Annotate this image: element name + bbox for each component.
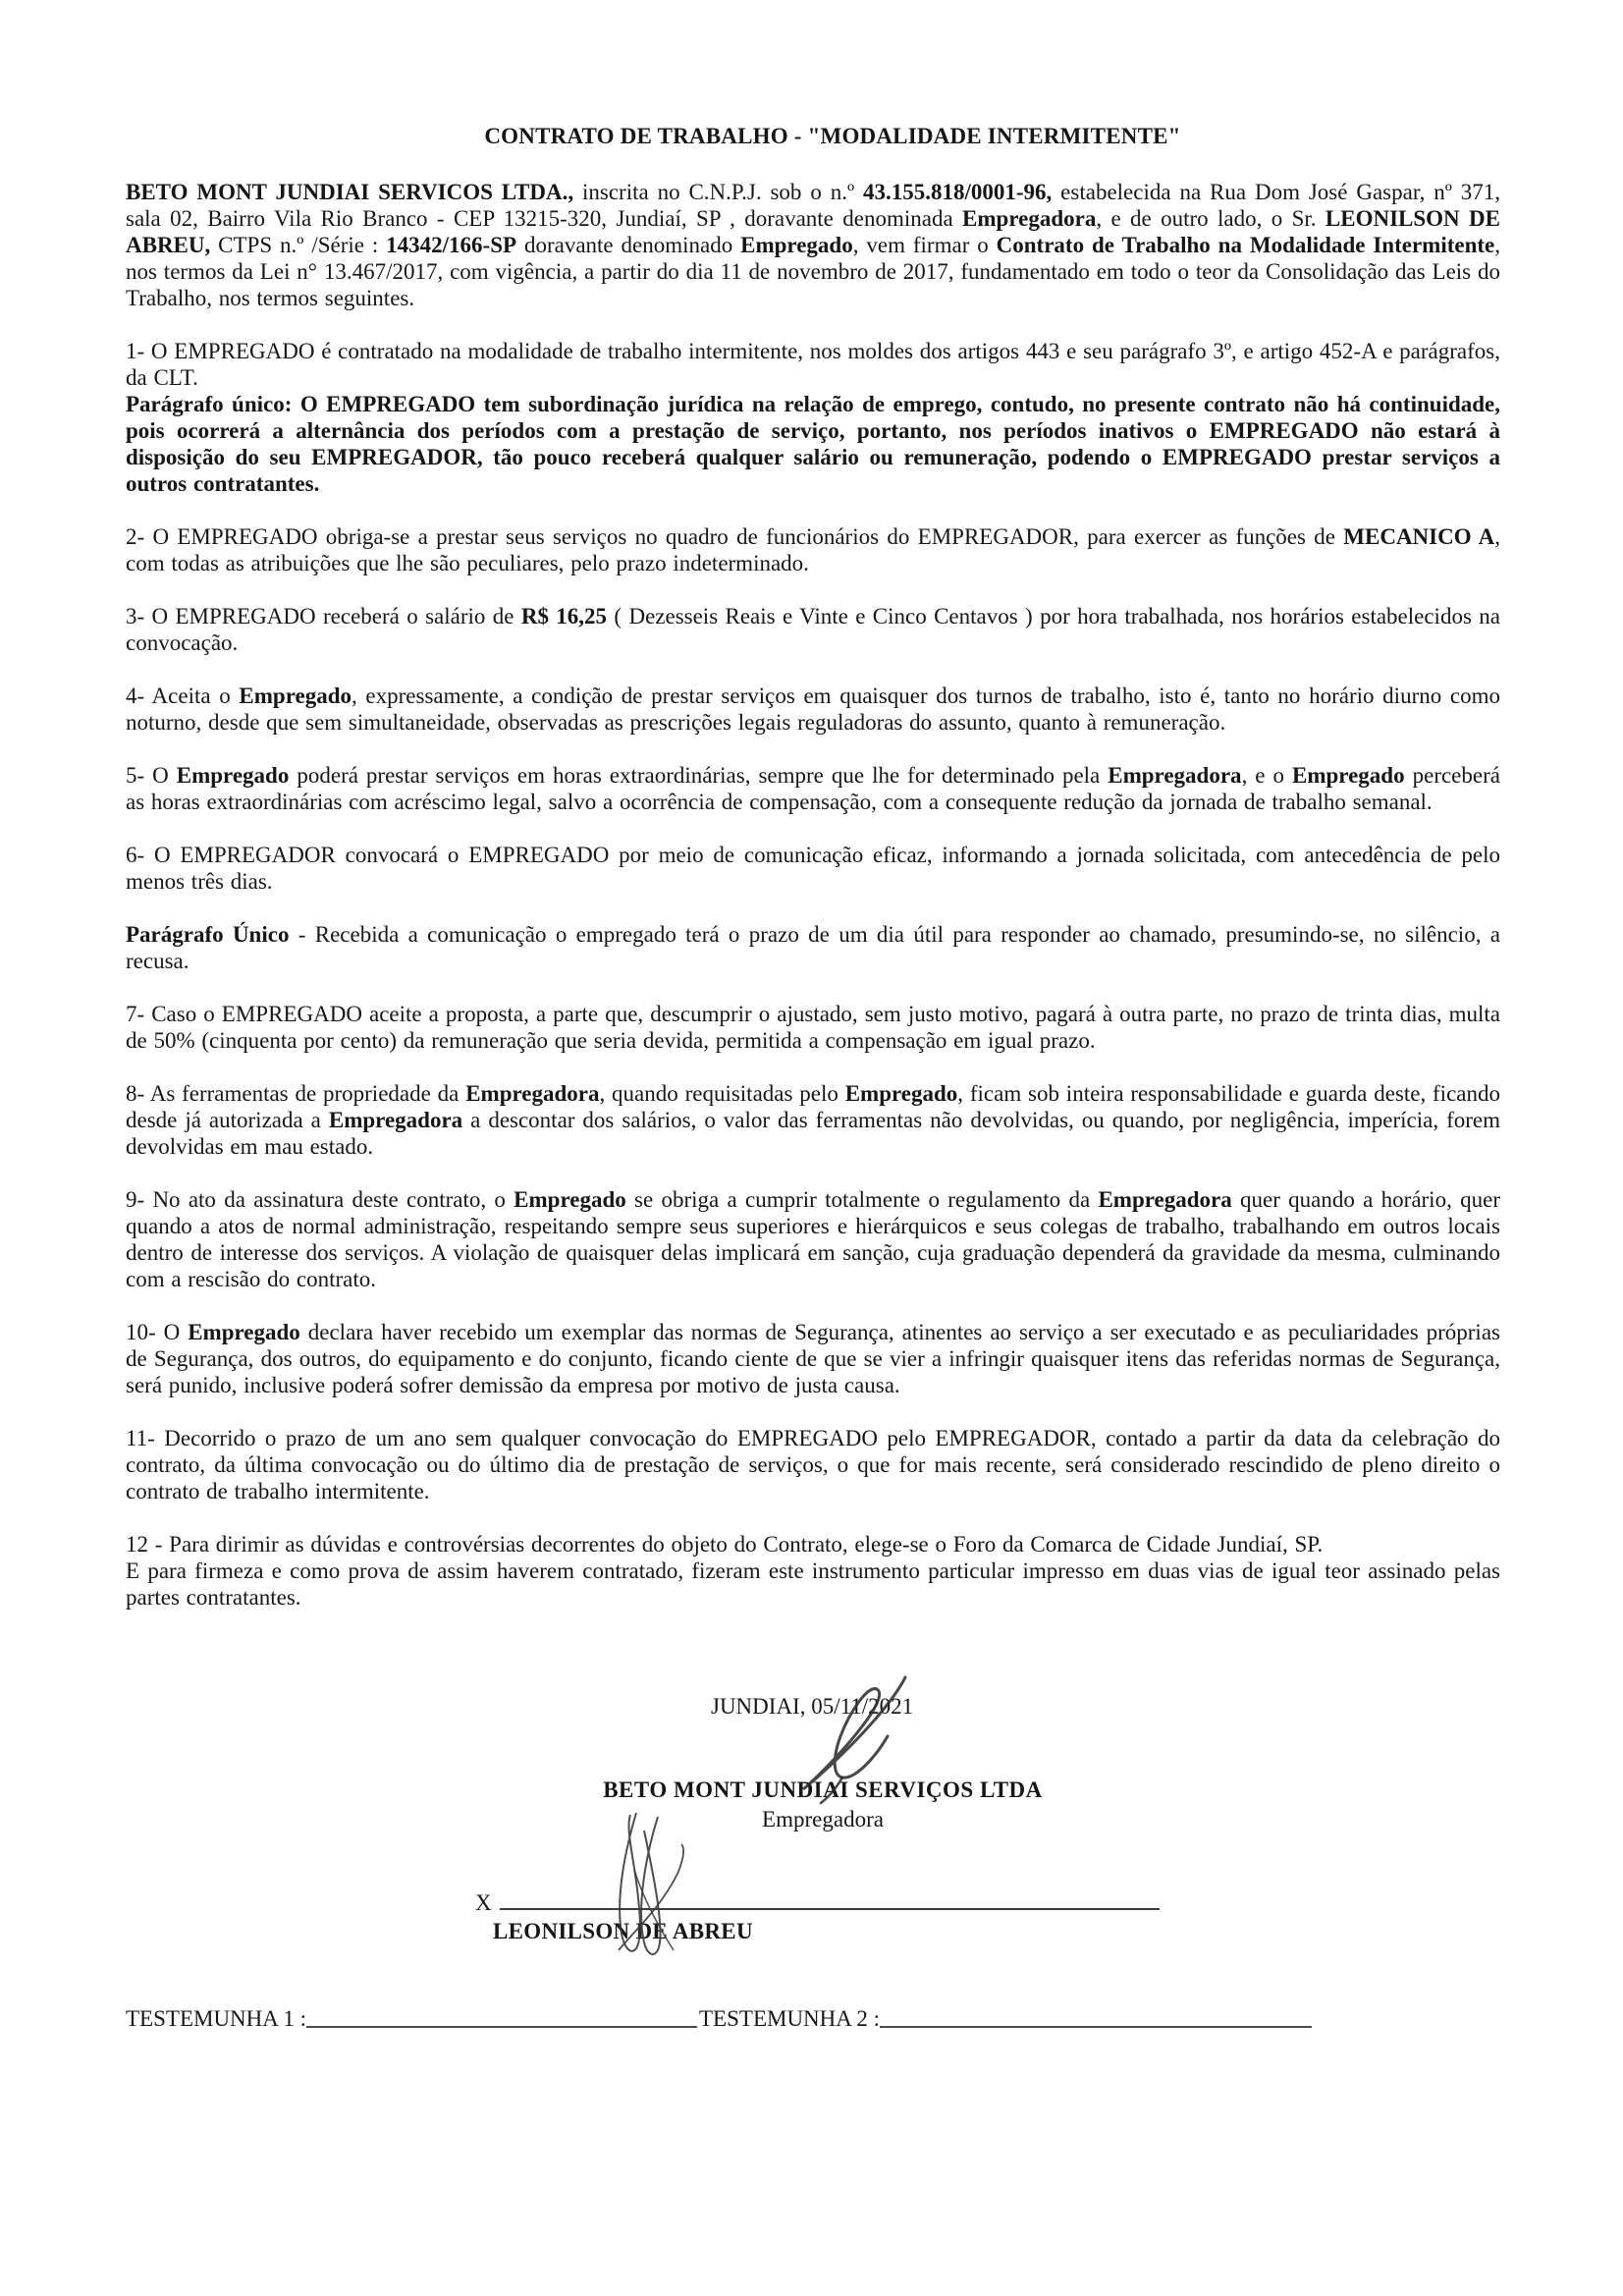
clause-10: 10- O Empregado declara haver recebido um exemplar das normas de Segurança, atinentes ao serviço a ser executado e as peculiaridades próprias de Segurança, dos outros, do equipamento e do conjunto, ficando ciente de que se vier a infringir quaisquer itens das referidas normas de Segurança, será punido, inclusive poderá sofrer demissão da empresa por motivo de justa causa. (126, 1320, 1500, 1397)
clause-7: 7- Caso o EMPREGADO aceite a proposta, a parte que, descumprir o ajustado, sem justo motivo, pagará à outra parte, no prazo de trinta dias, multa de 50% (cinquenta por cento) da remuneração que seria devida, permitida a compensação em igual prazo. (126, 1002, 1500, 1053)
employer-signature-block (577, 1777, 1068, 1832)
opening-paragraph: BETO MONT JUNDIAI SERVICOS LTDA., inscrita no C.N.P.J. sob o n.º 43.155.818/0001-96, estabelecida na Rua Dom José Gaspar, nº 371, sala 02, Bairro Vila Rio Branco - CEP 13215-320, Jundiaí, SP , doravante denominada Empregadora, e de outro lado, o Sr. LEONILSON DE ABREU, CTPS n.º /Série : 14342/166-SP doravante denominado Empregado, vem firmar o Contrato de Trabalho na Modalidade Intermitente, nos termos da Lei n° 13.467/2017, com vigência, a partir do dia 11 de novembro de 2017, fundamentado em todo o teor da Consolidação das Leis do Trabalho, nos termos seguintes. (126, 180, 1500, 310)
clause-4: 4- Aceita o Empregado, expressamente, a condição de prestar serviços em quaisquer dos turnos de trabalho, isto é, tanto no horário diurno como noturno, desde que sem simultaneidade, observadas as prescrições legais reguladoras do assunto, quanto à remuneração. (126, 683, 1500, 735)
witness-row (126, 2005, 1500, 2032)
closing-statement: E para firmeza e como prova de assim haverem contratado, fizeram este instrumento particular impresso em duas vias de igual teor assinado pelas partes contratantes. (126, 1558, 1500, 1610)
employee-signature-line (500, 1904, 1160, 1910)
clause-2: 2- O EMPREGADO obriga-se a prestar seus serviços no quadro de funcionários do EMPREGADOR, para exercer as funções de MECANICO A, com todas as atribuições que lhe são peculiares, pelo prazo indeterminado. (126, 524, 1501, 575)
witness-1-line (306, 2022, 697, 2028)
clause-6: 6- O EMPREGADOR convocará o EMPREGADO por meio de comunicação eficaz, informando a jornada solicitada, com antecedência de pelo menos três dias. (126, 843, 1500, 894)
paragrafo-unico-1: Parágrafo único: O EMPREGADO tem subordinação jurídica na relação de emprego, contudo, no presente contrato não há continuidade, pois ocorrerá a alternância dos períodos com a prestação de serviço, portanto, nos períodos inativos o EMPREGADO não estará à disposição do seu EMPREGADOR, tão pouco receberá qualquer salário ou remuneração, podendo o EMPREGADO prestar serviços a outros contratantes. (126, 392, 1500, 496)
employer-company-name: BETO MONT JUNDIAI SERVIÇOS LTDA (603, 1777, 1043, 1802)
clause-9: 9- No ato da assinatura deste contrato, o Empregado se obriga a cumprir totalmente o regulamento da Empregadora quer quando a horário, quer quando a atos de normal administração, respeitando sempre seus superiores e hierárquicos e seus colegas de trabalho, trabalhando em outros locais dentro de interesse dos serviços. A violação de quaisquer delas implicará em sanção, cuja graduação dependerá da gravidade da mesma, culminando com a rescisão do contrato. (126, 1187, 1500, 1291)
clause-1: 1- O EMPREGADO é contratado na modalidade de trabalho intermitente, nos moldes dos artigos 443 e seu parágrafo 3º, e artigo 452-A e parágrafos, da CLT. (126, 339, 1500, 390)
clause-8: 8- As ferramentas de propriedade da Empregadora, quando requisitadas pelo Empregado, ficam sob inteira responsabilidade e guarda deste, ficando desde já autorizada a Empregadora a descontar dos salários, o valor das ferramentas não devolvidas, ou quando, por negligência, imperícia, forem devolvidas em mau estado. (126, 1081, 1500, 1159)
employee-signature-block (475, 1889, 1500, 1916)
clause-12: 12 - Para dirimir as dúvidas e controvérsias decorrentes do objeto do Contrato, elege-se o Foro da Comarca de Cidade Jundiaí, SP. (126, 1532, 1324, 1557)
employee-name: LEONILSON DE ABREU (493, 1919, 753, 1943)
employee-signature (591, 1811, 709, 1973)
signature-section (126, 1693, 1500, 2032)
witness-2-label: TESTEMUNHA 2 : (699, 2006, 880, 2031)
place-date-block (711, 1693, 913, 1720)
place-date: JUNDIAI, 05/11/2021 (711, 1694, 914, 1719)
signature-x-label: X (475, 1890, 492, 1915)
clause-11: 11- Decorrido o prazo de um ano sem qualquer convocação do EMPREGADO pelo EMPREGADOR, contado a partir da data da celebração do contrato, da última convocação ou do último dia de prestação de serviços, o que for mais recente, será considerado rescindido de pleno direito o contrato de trabalho intermitente. (126, 1426, 1500, 1503)
witness-1-label: TESTEMUNHA 1 : (126, 2006, 306, 2031)
paragrafo-unico-2: Parágrafo Único - Recebida a comunicação o empregado terá o prazo de um dia útil para responder ao chamado, presumindo-se, no silêncio, a recusa. (126, 922, 1500, 973)
witness-2-line (880, 2022, 1312, 2028)
clause-3: 3- O EMPREGADO receberá o salário de R$ 16,25 ( Dezesseis Reais e Vinte e Cinco Centavos ) por hora trabalhada, nos horários estabelecidos na convocação. (126, 604, 1500, 655)
employer-role-label: Empregadora (762, 1807, 884, 1831)
clause-5: 5- O Empregado poderá prestar serviços em horas extraordinárias, sempre que lhe for determinado pela Empregadora, e o Empregado perceberá as horas extraordinárias com acréscimo legal, salvo a ocorrência de compensação, com a consequente redução da jornada de trabalho semanal. (126, 763, 1500, 814)
page-title: CONTRATO DE TRABALHO - "MODALIDADE INTERMITENTE" (484, 124, 1181, 148)
